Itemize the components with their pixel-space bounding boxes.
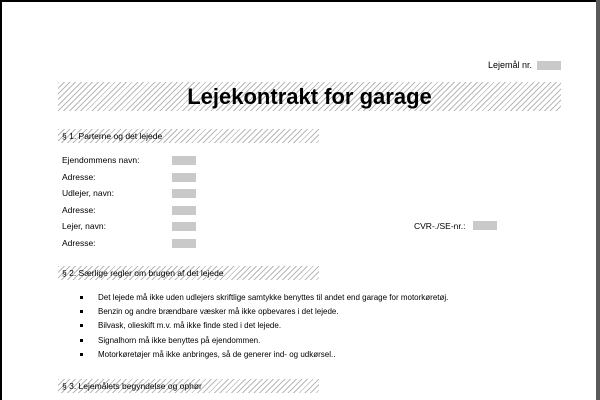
rule-item: Det lejede må ikke uden udlejers skriftlige samtykke benyttes til andet end garage for motorkøretøj. (78, 291, 448, 305)
lease-number-field[interactable] (537, 61, 561, 70)
window-border-top (0, 0, 600, 2)
lease-number-label: Lejemål nr. (488, 60, 533, 70)
tenant-name-field[interactable] (172, 222, 196, 231)
tenant-name-label: Lejer, navn: (62, 221, 106, 231)
section-3-title: § 3. Lejemålets begyndelse og ophør (62, 381, 202, 391)
property-address-field[interactable] (172, 173, 196, 182)
rule-item: Bilvask, olieskift m.v. må ikke finde sted i det lejede. (78, 319, 448, 333)
cvr-se-label: CVR-./SE-nr.: (414, 221, 466, 231)
rule-item: Motorkøretøjer må ikke anbringes, så de generer ind- og udkørsel.. (78, 348, 448, 362)
tenant-address-label: Adresse: (62, 238, 96, 248)
rules-list (78, 291, 448, 362)
window-border-right (596, 0, 600, 400)
cvr-se-field[interactable] (473, 221, 497, 230)
window-border-left (0, 0, 2, 400)
landlord-address-field[interactable] (172, 206, 196, 215)
rule-item: Signalhorn må ikke benyttes på ejendommen. (78, 334, 448, 348)
tenant-address-field[interactable] (172, 239, 196, 248)
property-address-label: Adresse: (62, 172, 96, 182)
section-2-title: § 2. Særlige regler om brugen af det lejede (62, 268, 224, 278)
section-1-title: § 1. Parterne og det lejede (62, 131, 163, 141)
landlord-address-label: Adresse: (62, 205, 96, 215)
rule-item: Benzin og andre brændbare væsker må ikke opbevares i det lejede. (78, 305, 448, 319)
landlord-name-label: Udlejer, navn: (62, 188, 114, 198)
landlord-name-field[interactable] (172, 189, 196, 198)
property-name-field[interactable] (172, 156, 196, 165)
document-title: Lejekontrakt for garage (187, 84, 432, 109)
property-name-label: Ejendommens navn: (62, 155, 140, 165)
